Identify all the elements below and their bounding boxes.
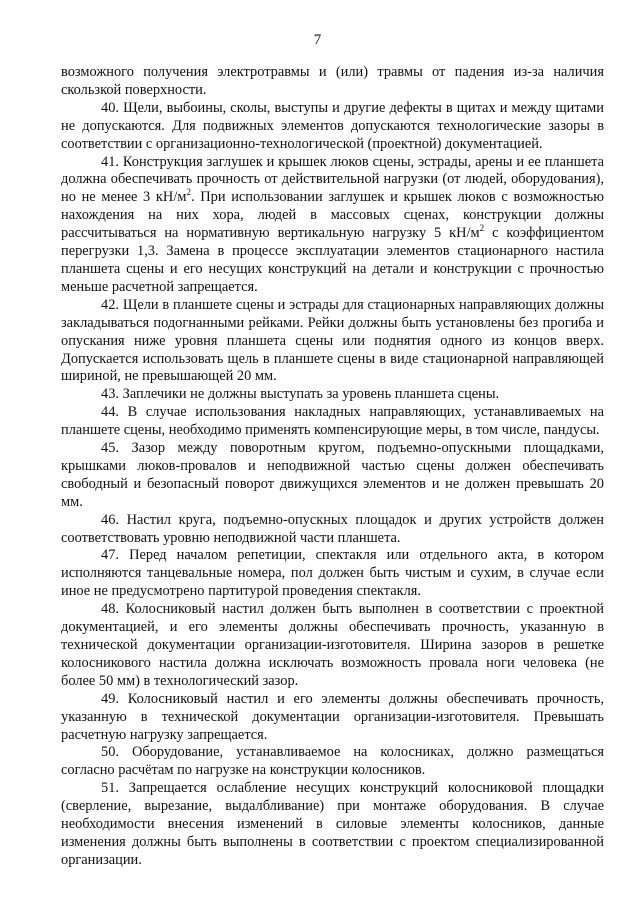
paragraph-number: 40.	[101, 99, 119, 116]
paragraph-number: 51.	[101, 780, 119, 797]
paragraph-number: 41.	[101, 153, 119, 170]
paragraph-41	[61, 154, 604, 297]
paragraph-number: 50.	[101, 744, 119, 761]
paragraph-50	[61, 744, 604, 780]
paragraph-43	[61, 386, 604, 404]
paragraph-49	[61, 691, 604, 745]
paragraph-number: 46.	[101, 511, 119, 528]
paragraph-text: Конструкция заглушек и крышек люков сцены, эстрады, арены и ее планшета должна обеспечивать прочность от действительной нагрузки (от людей, оборудования), но не менее 3 кН/м	[61, 153, 604, 206]
paragraph-48	[61, 601, 604, 691]
paragraph-number: 42.	[101, 296, 119, 313]
paragraph-text: Настил круга, подъемно-опускных площадок и других устройств должен соответствовать уровню неподвижной части планшета.	[61, 511, 604, 546]
paragraph-45	[61, 440, 604, 512]
paragraph-continuation	[61, 64, 604, 100]
paragraph-46	[61, 512, 604, 548]
paragraph-number: 43.	[101, 386, 119, 403]
paragraph-text: Запрещается ослабление несущих конструкций колосниковой площадки (сверление, вырезание, выдалбливание) при монтаже оборудования. В случае необходимости внесения изменений в силовые элементы колосников, данные изменения должны быть выполнены в соответствии с проектом специализированной организации.	[61, 780, 604, 868]
paragraph-text: возможного получения электротравмы и (или) травмы от падения из-за наличия скользкой поверхности.	[61, 64, 604, 98]
paragraph-44	[61, 404, 604, 440]
paragraph-text: Щели, выбоины, сколы, выступы и другие дефекты в щитах и между щитами не допускаются. Для подвижных элементов допускаются технологические зазоры в соответствии с организационно-технологической (проектной) документацией.	[61, 99, 604, 152]
paragraph-40	[61, 100, 604, 154]
superscript: 2	[479, 223, 485, 234]
paragraph-text: Оборудование, устанавливаемое на колосниках, должно размещаться согласно расчётам по нагрузке на конструкции колосников.	[61, 744, 604, 779]
paragraph-text: Колосниковый настил должен быть выполнен в соответствии с проектной документацией, и его элементы должны обеспечивать прочность, указанную в технической документации организации-изготовителя. Ширина зазоров в решетке колосникового настила должна исключать возможность провала ноги человека (не более 50 мм) в технологический зазор.	[61, 601, 604, 689]
paragraph-number: 45.	[101, 440, 119, 457]
paragraph-text: В случае использования накладных направляющих, устанавливаемых на планшете сцены, необходимо применять компенсирующие меры, в том числе, пандусы.	[61, 404, 604, 439]
paragraph-number: 44.	[101, 404, 119, 421]
paragraph-number: 49.	[101, 690, 119, 707]
paragraph-text: Перед началом репетиции, спектакля или отдельного акта, в котором исполняются танцевальные номера, пол должен быть чистым и сухим, в случае если иное не предусмотрено партитурой проведения спектакля.	[61, 547, 604, 600]
superscript: 2	[186, 187, 191, 198]
paragraph-number: 47.	[101, 547, 119, 564]
paragraph-text: Заплечики не должны выступать за уровень планшета сцены.	[122, 386, 500, 403]
paragraph-42	[61, 297, 604, 387]
page-number: 7	[313, 32, 322, 48]
paragraph-text: с коэффициентом перегрузки 1,3. Замена в процессе эксплуатации элементов стационарного настила планшета сцены и его несущих конструкций на детали и конструкции с прочностью меньше расчетной запрещается.	[61, 225, 604, 295]
paragraph-47	[61, 547, 604, 601]
paragraph-number: 48.	[101, 601, 119, 618]
document-body	[61, 64, 604, 870]
paragraph-text: Колосниковый настил и его элементы должны обеспечивать прочность, указанную в технической документации организации-изготовителя. Превышать расчетную нагрузку запрещается.	[61, 690, 604, 743]
paragraph-text: . При использовании заглушек и крышек люков с возможностью нахождения на них хора, людей в массовых сценах, конструкции должны рассчитываться на нормативную вертикальную нагрузку 5 кН/м	[61, 189, 604, 242]
paragraph-51	[61, 780, 604, 870]
paragraph-text: Зазор между поворотным кругом, подъемно-опускными площадками, крышками люков-провалов и неподвижной частью сцены должен обеспечивать свободный и безопасный поворот движущихся элементов и не должен превышать 20 мм.	[61, 440, 605, 510]
paragraph-text: Щели в планшете сцены и эстрады для стационарных направляющих должны закладываться подогнанными рейками. Рейки должны быть установлены без прогиба и опускания ниже уровня планшета сцены или поднятия одного из концов вверх. Допускается использовать щель в планшете сцены в виде стационарной направляющей шириной, не превышающей 20 мм.	[61, 296, 604, 385]
